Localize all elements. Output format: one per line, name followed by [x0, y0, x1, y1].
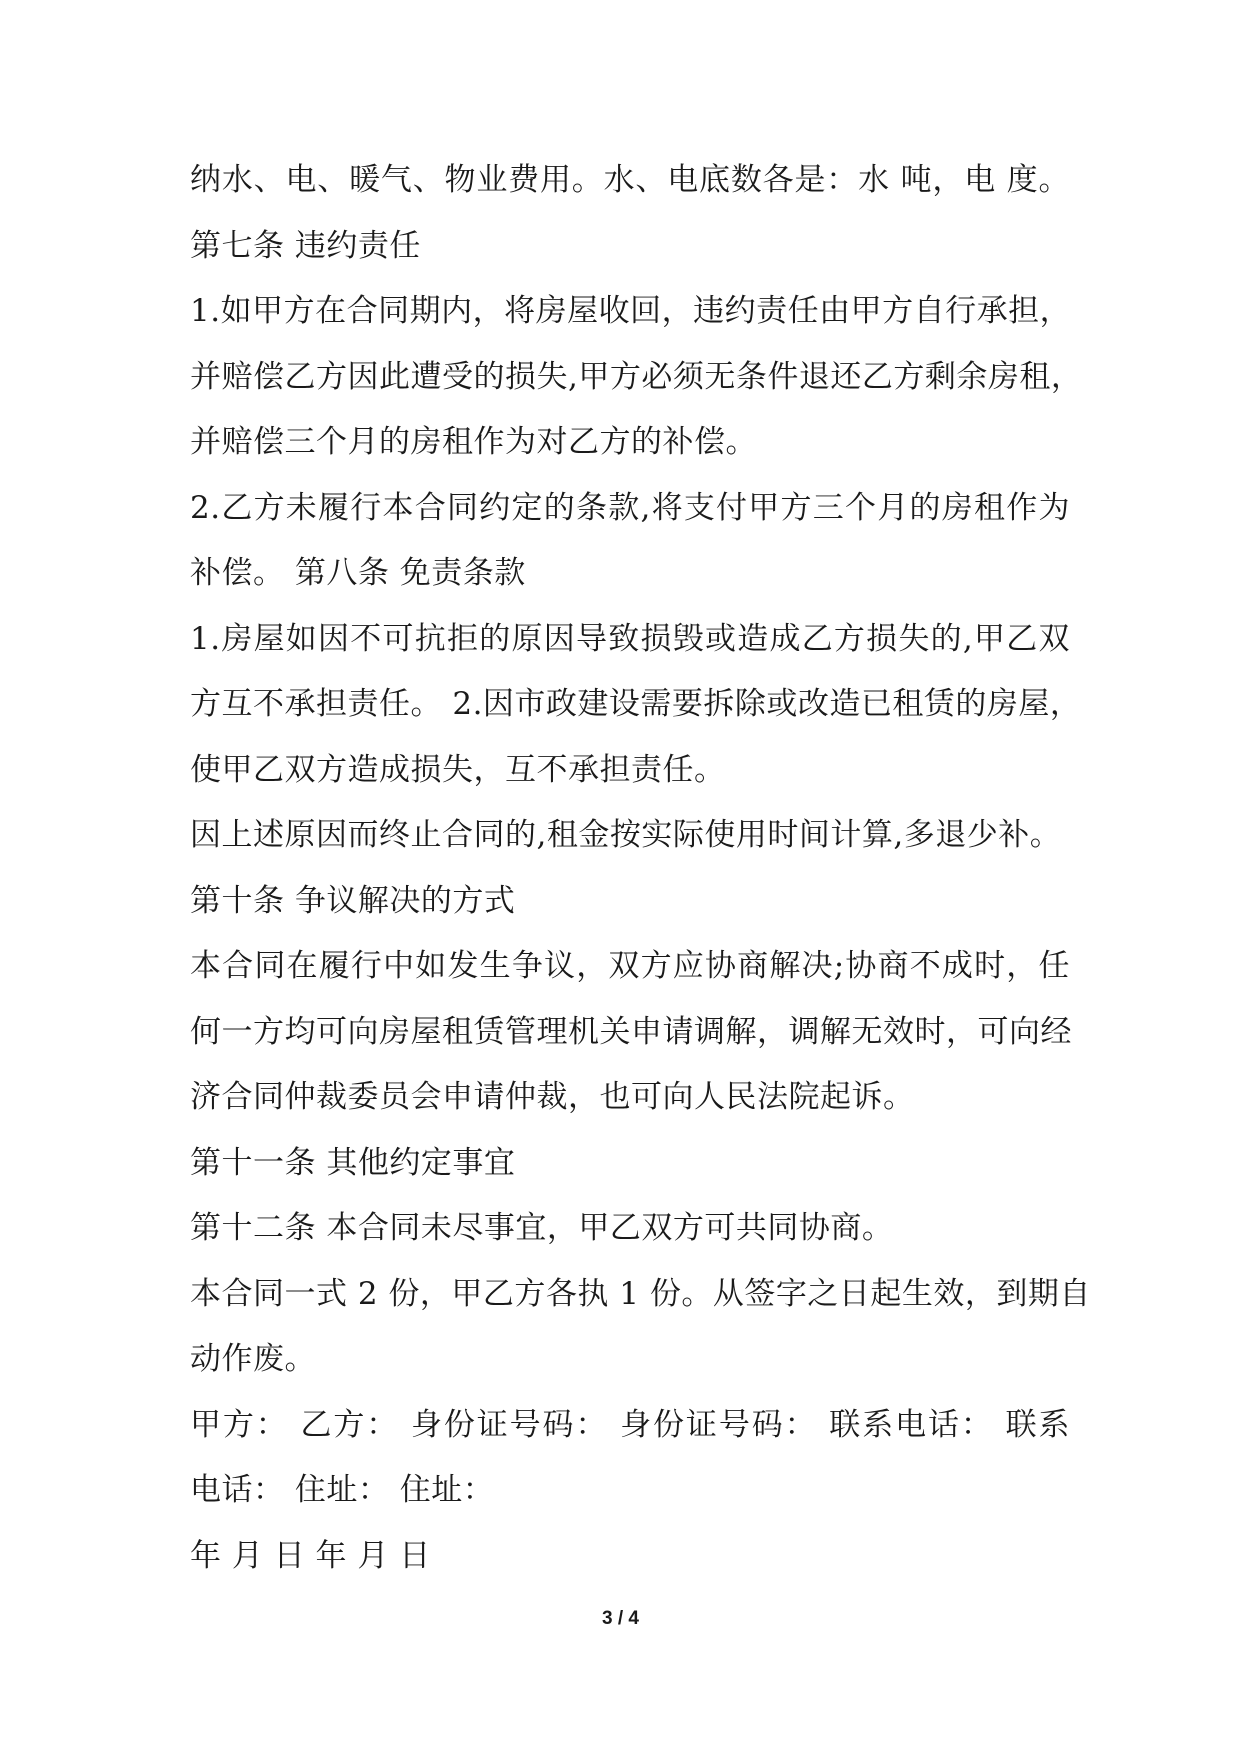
paragraph-line: 方互不承担责任。 2.因市政建设需要拆除或改造已租赁的房屋， [190, 686, 1082, 722]
section-heading: 第七条 违约责任 [190, 227, 421, 264]
paragraph-line: 因上述原因而终止合同的,租金按实际使用时间计算,多退少补。 [190, 817, 1062, 853]
section-heading: 第十一条 其他约定事宜 [190, 1144, 516, 1181]
paragraph-line: 1.房屋如因不可抗拒的原因导致损毁或造成乙方损失的,甲乙双 [190, 620, 1070, 657]
signature-fields-line: 电话： 住址： 住址： [190, 1472, 495, 1508]
paragraph-line: 第十二条 本合同未尽事宜，甲乙双方可共同协商。 [190, 1210, 894, 1246]
paragraph-line: 补偿。 第八条 免责条款 [190, 555, 526, 591]
paragraph-line: 动作废。 [190, 1341, 316, 1377]
signature-fields-line: 甲方： 乙方： 身份证号码： 身份证号码： 联系电话： 联系 [190, 1406, 1070, 1443]
paragraph-line: 1.如甲方在合同期内，将房屋收回，违约责任由甲方自行承担， [190, 293, 1072, 329]
paragraph-line: 并赔偿乙方因此遭受的损失,甲方必须无条件退还乙方剩余房租， [190, 358, 1083, 395]
date-fields-line: 年 月 日 年 月 日 [190, 1537, 431, 1574]
paragraph-line: 何一方均可向房屋租赁管理机关申请调解，调解无效时，可向经 [190, 1013, 1072, 1050]
paragraph-line: 纳水、电、暖气、物业费用。水、电底数各是：水 吨，电 度。 [190, 162, 1070, 198]
paragraph-line: 2.乙方未履行本合同约定的条款,将支付甲方三个月的房租作为 [190, 489, 1070, 526]
paragraph-line: 并赔偿三个月的房租作为对乙方的补偿。 [190, 424, 757, 460]
page-number: 3 / 4 [602, 1608, 639, 1629]
section-heading: 第十条 争议解决的方式 [190, 882, 516, 919]
paragraph-line: 本合同在履行中如发生争议，双方应协商解决;协商不成时，任 [190, 948, 1070, 984]
document-body [190, 148, 1091, 1589]
paragraph-line: 济合同仲裁委员会申请仲裁，也可向人民法院起诉。 [190, 1079, 915, 1115]
paragraph-line: 本合同一式 2 份，甲乙方各执 1 份。从签字之日起生效，到期自 [190, 1275, 1091, 1312]
paragraph-line: 使甲乙双方造成损失，互不承担责任。 [190, 751, 726, 788]
